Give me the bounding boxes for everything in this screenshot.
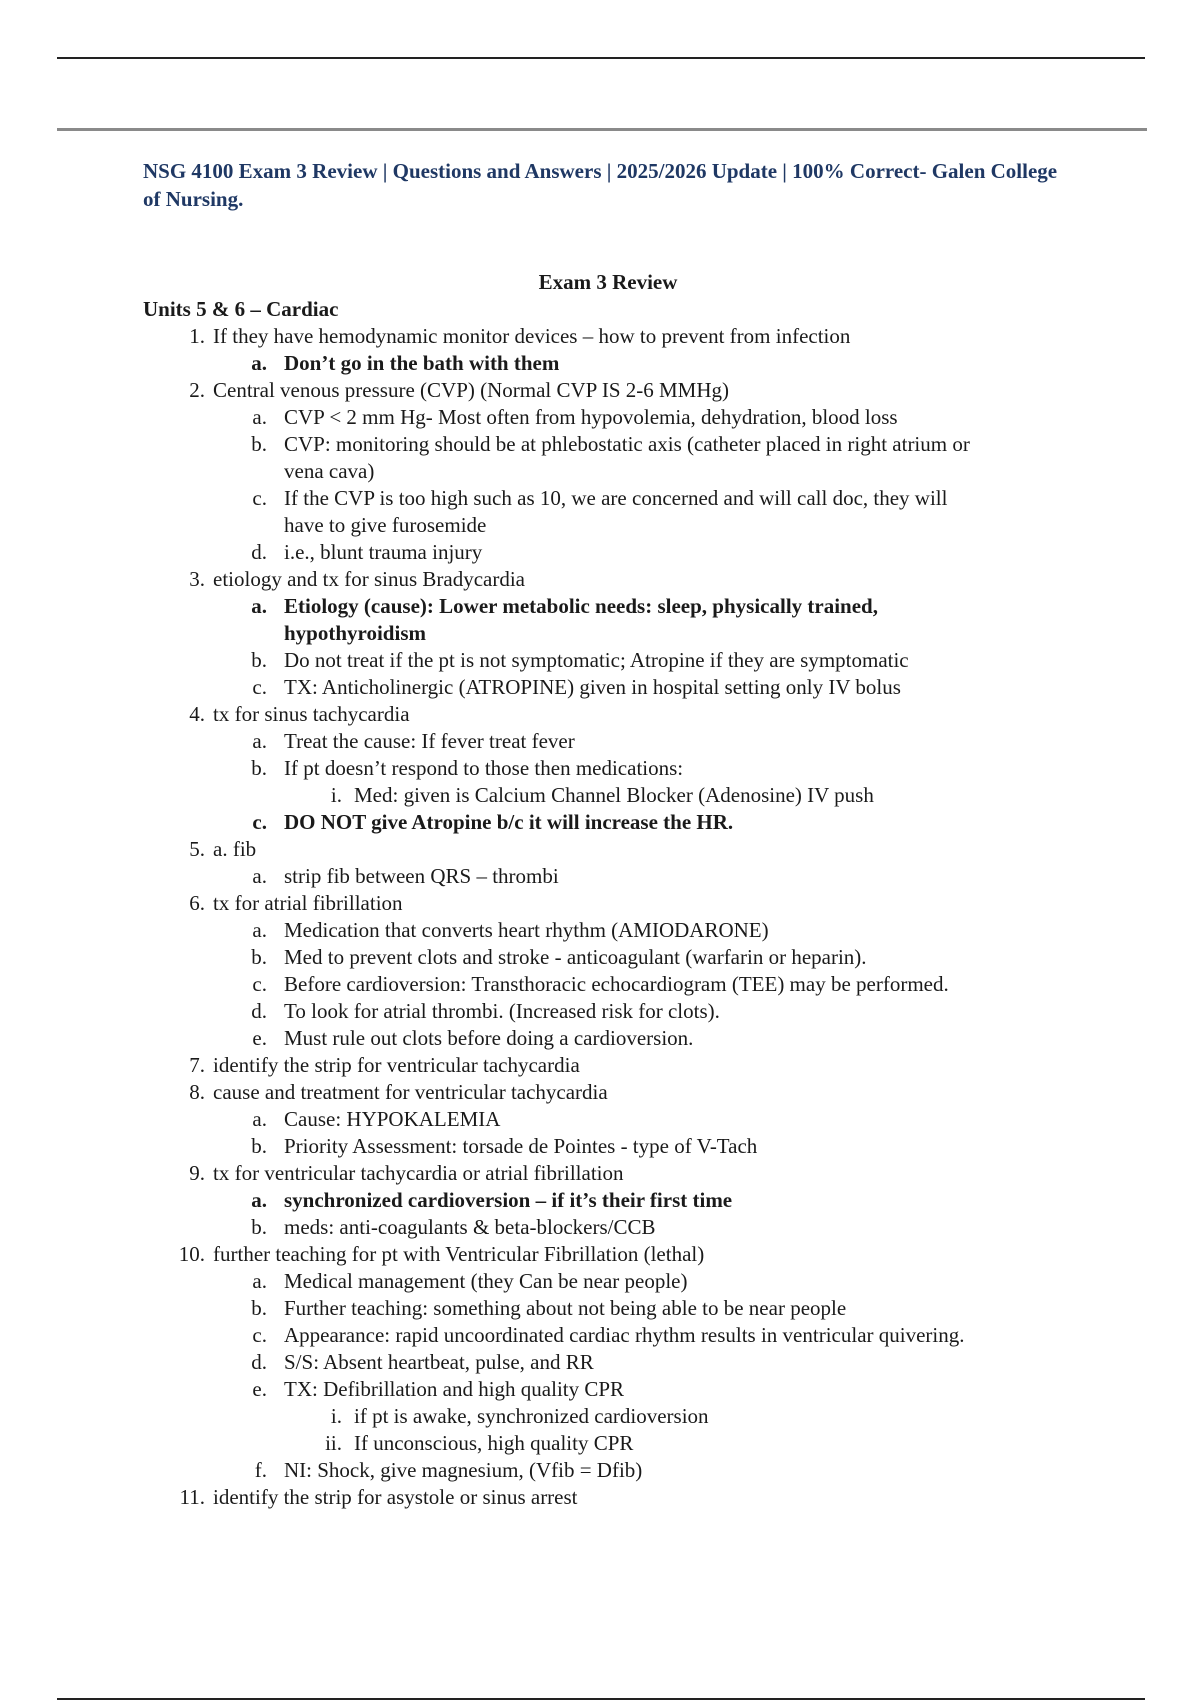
list-subitem: d. S/S: Absent heartbeat, pulse, and RR xyxy=(251,1350,594,1374)
list-subitem-continuation: hypothyroidism xyxy=(284,621,426,645)
header-rule xyxy=(57,128,1147,131)
section-heading: Units 5 & 6 – Cardiac xyxy=(143,297,339,321)
list-subitem: c. Appearance: rapid uncoordinated cardiac rhythm results in ventricular quivering. xyxy=(252,1323,965,1347)
list-subsubitem: i. if pt is awake, synchronized cardioversion xyxy=(330,1404,709,1428)
list-item: 5. a. fib xyxy=(189,837,257,861)
review-title: Exam 3 Review xyxy=(538,270,678,294)
list-item: 4. tx for sinus tachycardia xyxy=(189,702,410,726)
list-subitem: f. NI: Shock, give magnesium, (Vfib = Dfib) xyxy=(254,1458,643,1482)
list-subitem: a. Medication that converts heart rhythm (AMIODARONE) xyxy=(252,918,769,942)
list-subitem-continuation: have to give furosemide xyxy=(284,513,487,537)
list-subitem: c. DO NOT give Atropine b/c it will increase the HR. xyxy=(252,810,734,834)
document-title: NSG 4100 Exam 3 Review | Questions and Answers | 2025/2026 Update | 100% Correct- Galen College of Nursing. xyxy=(143,159,1058,211)
list-subitem: b. If pt doesn’t respond to those then medications: xyxy=(251,756,684,780)
list-subsubitem: i. Med: given is Calcium Channel Blocker (Adenosine) IV push xyxy=(330,783,874,807)
list-item: 6. tx for atrial fibrillation xyxy=(189,891,403,915)
document-body xyxy=(143,269,1073,1511)
list-subitem: e. TX: Defibrillation and high quality CPR xyxy=(252,1377,625,1401)
list-item: 1. If they have hemodynamic monitor devices – how to prevent from infection xyxy=(189,324,851,348)
list-subitem: a. Treat the cause: If fever treat fever xyxy=(252,729,575,753)
list-item: 7. identify the strip for ventricular tachycardia xyxy=(189,1053,580,1077)
list-subitem: b. Do not treat if the pt is not symptomatic; Atropine if they are symptomatic xyxy=(251,648,909,672)
list-subitem: c. TX: Anticholinergic (ATROPINE) given in hospital setting only IV bolus xyxy=(252,675,901,699)
list-subitem: b. meds: anti-coagulants & beta-blockers/CCB xyxy=(251,1215,656,1239)
list-subitem-continuation: vena cava) xyxy=(284,459,375,483)
list-item: 10. further teaching for pt with Ventricular Fibrillation (lethal) xyxy=(178,1242,705,1266)
list-subitem: b. Further teaching: something about not being able to be near people xyxy=(251,1296,847,1320)
list-item: 11. identify the strip for asystole or sinus arrest xyxy=(179,1485,578,1509)
list-subitem: b. Med to prevent clots and stroke - anticoagulant (warfarin or heparin). xyxy=(251,945,867,969)
list-subitem: b. CVP: monitoring should be at phlebostatic axis (catheter placed in right atrium or xyxy=(251,432,970,456)
list-item: 3. etiology and tx for sinus Bradycardia xyxy=(189,567,526,591)
list-subitem: a. strip fib between QRS – thrombi xyxy=(252,864,559,888)
list-subitem: c. Before cardioversion: Transthoracic echocardiogram (TEE) may be performed. xyxy=(252,972,949,996)
list-subitem: e. Must rule out clots before doing a cardioversion. xyxy=(252,1026,694,1050)
list-subitem: d. i.e., blunt trauma injury xyxy=(251,540,483,564)
list-item: 2. Central venous pressure (CVP) (Normal CVP IS 2-6 MMHg) xyxy=(189,378,729,402)
list-subitem: a. Etiology (cause): Lower metabolic needs: sleep, physically trained, xyxy=(251,594,878,618)
top-rule xyxy=(57,57,1145,59)
list-subitem: d. To look for atrial thrombi. (Increased risk for clots). xyxy=(251,999,720,1023)
list-subitem: a. CVP < 2 mm Hg- Most often from hypovolemia, dehydration, blood loss xyxy=(252,405,898,429)
list-subitem: b. Priority Assessment: torsade de Pointes - type of V-Tach xyxy=(251,1134,758,1158)
list-item: 8. cause and treatment for ventricular tachycardia xyxy=(189,1080,608,1104)
list-subitem: a. Cause: HYPOKALEMIA xyxy=(252,1107,501,1131)
list-subitem: a. Medical management (they Can be near people) xyxy=(252,1269,688,1293)
list-subsubitem: ii. If unconscious, high quality CPR xyxy=(325,1431,634,1455)
list-item: 9. tx for ventricular tachycardia or atrial fibrillation xyxy=(189,1161,624,1185)
list-subitem: c. If the CVP is too high such as 10, we are concerned and will call doc, they will xyxy=(252,486,948,510)
list-subitem: a. Don’t go in the bath with them xyxy=(251,351,560,375)
list-subitem: a. synchronized cardioversion – if it’s their first time xyxy=(251,1188,733,1212)
